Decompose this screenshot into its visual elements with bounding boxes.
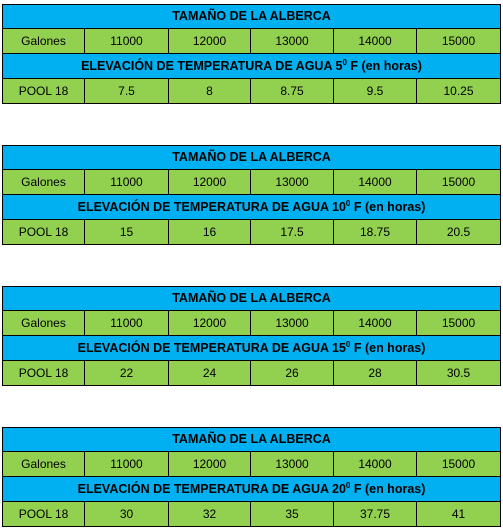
temperature-table-15 [2, 286, 501, 386]
hours-cell: 26 [251, 361, 334, 386]
pool-label: POOL 18 [3, 220, 85, 245]
size-label: Galones [3, 311, 85, 336]
hours-row [3, 502, 501, 527]
table-title-row [3, 428, 501, 452]
table-title-row [3, 146, 501, 170]
size-row [3, 452, 501, 477]
elevation-heading-text: ELEVACIÓN DE TEMPERATURA DE AGUA 15 [77, 340, 346, 355]
hours-cell: 28 [334, 361, 417, 386]
temperature-table-20 [2, 427, 501, 527]
hours-cell: 30.5 [417, 361, 501, 386]
size-cell: 12000 [169, 170, 251, 195]
pool-label: POOL 18 [3, 502, 85, 527]
elevation-heading-unit: F (en horas) [346, 58, 422, 73]
hours-cell: 9.5 [334, 79, 417, 104]
hours-cell: 22 [85, 361, 169, 386]
elevation-heading [3, 195, 501, 220]
size-cell: 15000 [417, 29, 501, 54]
elevation-heading-text: ELEVACIÓN DE TEMPERATURA DE AGUA 5 [81, 58, 343, 73]
size-label: Galones [3, 29, 85, 54]
hours-cell: 41 [417, 502, 501, 527]
temperature-table-10 [2, 145, 501, 245]
elevation-heading [3, 54, 501, 79]
elevation-heading [3, 336, 501, 361]
size-cell: 15000 [417, 170, 501, 195]
table-title: TAMAÑO DE LA ALBERCA [3, 146, 501, 170]
hours-cell: 24 [169, 361, 251, 386]
degree-sup: 0 [345, 198, 351, 208]
size-row [3, 311, 501, 336]
table-title: TAMAÑO DE LA ALBERCA [3, 5, 501, 29]
hours-row [3, 361, 501, 386]
elevation-heading-unit: F (en horas) [350, 199, 426, 214]
size-cell: 11000 [85, 452, 169, 477]
hours-cell: 30 [85, 502, 169, 527]
elevation-heading-unit: F (en horas) [350, 481, 426, 496]
size-cell: 12000 [169, 29, 251, 54]
size-cell: 11000 [85, 311, 169, 336]
hours-cell: 18.75 [334, 220, 417, 245]
elevation-heading-text: ELEVACIÓN DE TEMPERATURA DE AGUA 10 [77, 199, 346, 214]
size-row [3, 29, 501, 54]
table-title: TAMAÑO DE LA ALBERCA [3, 287, 501, 311]
pool-label: POOL 18 [3, 361, 85, 386]
hours-cell: 16 [169, 220, 251, 245]
size-label: Galones [3, 170, 85, 195]
elevation-row [3, 195, 501, 220]
size-cell: 14000 [334, 170, 417, 195]
hours-row [3, 220, 501, 245]
degree-sup: 0 [345, 480, 351, 490]
size-row [3, 170, 501, 195]
size-cell: 12000 [169, 452, 251, 477]
degree-sup: 0 [342, 57, 347, 67]
hours-cell: 35 [251, 502, 334, 527]
pool-label: POOL 18 [3, 79, 85, 104]
elevation-heading [3, 477, 501, 502]
elevation-heading-text: ELEVACIÓN DE TEMPERATURA DE AGUA 20 [77, 481, 346, 496]
hours-cell: 15 [85, 220, 169, 245]
size-cell: 11000 [85, 170, 169, 195]
hours-cell: 8.75 [251, 79, 334, 104]
size-cell: 13000 [251, 452, 334, 477]
hours-cell: 17.5 [251, 220, 334, 245]
size-cell: 15000 [417, 311, 501, 336]
hours-cell: 37.75 [334, 502, 417, 527]
elevation-row [3, 336, 501, 361]
hours-cell: 10.25 [417, 79, 501, 104]
temperature-table-5 [2, 4, 501, 104]
hours-cell: 32 [169, 502, 251, 527]
table-title-row [3, 5, 501, 29]
size-cell: 14000 [334, 311, 417, 336]
size-cell: 14000 [334, 452, 417, 477]
hours-cell: 20.5 [417, 220, 501, 245]
size-cell: 13000 [251, 29, 334, 54]
table-title-row [3, 287, 501, 311]
size-cell: 13000 [251, 311, 334, 336]
size-cell: 12000 [169, 311, 251, 336]
size-cell: 13000 [251, 170, 334, 195]
hours-cell: 8 [169, 79, 251, 104]
size-cell: 14000 [334, 29, 417, 54]
elevation-heading-unit: F (en horas) [350, 340, 426, 355]
size-cell: 15000 [417, 452, 501, 477]
size-cell: 11000 [85, 29, 169, 54]
hours-row [3, 79, 501, 104]
table-title: TAMAÑO DE LA ALBERCA [3, 428, 501, 452]
elevation-row [3, 54, 501, 79]
hours-cell: 7.5 [85, 79, 169, 104]
degree-sup: 0 [345, 339, 351, 349]
size-label: Galones [3, 452, 85, 477]
elevation-row [3, 477, 501, 502]
